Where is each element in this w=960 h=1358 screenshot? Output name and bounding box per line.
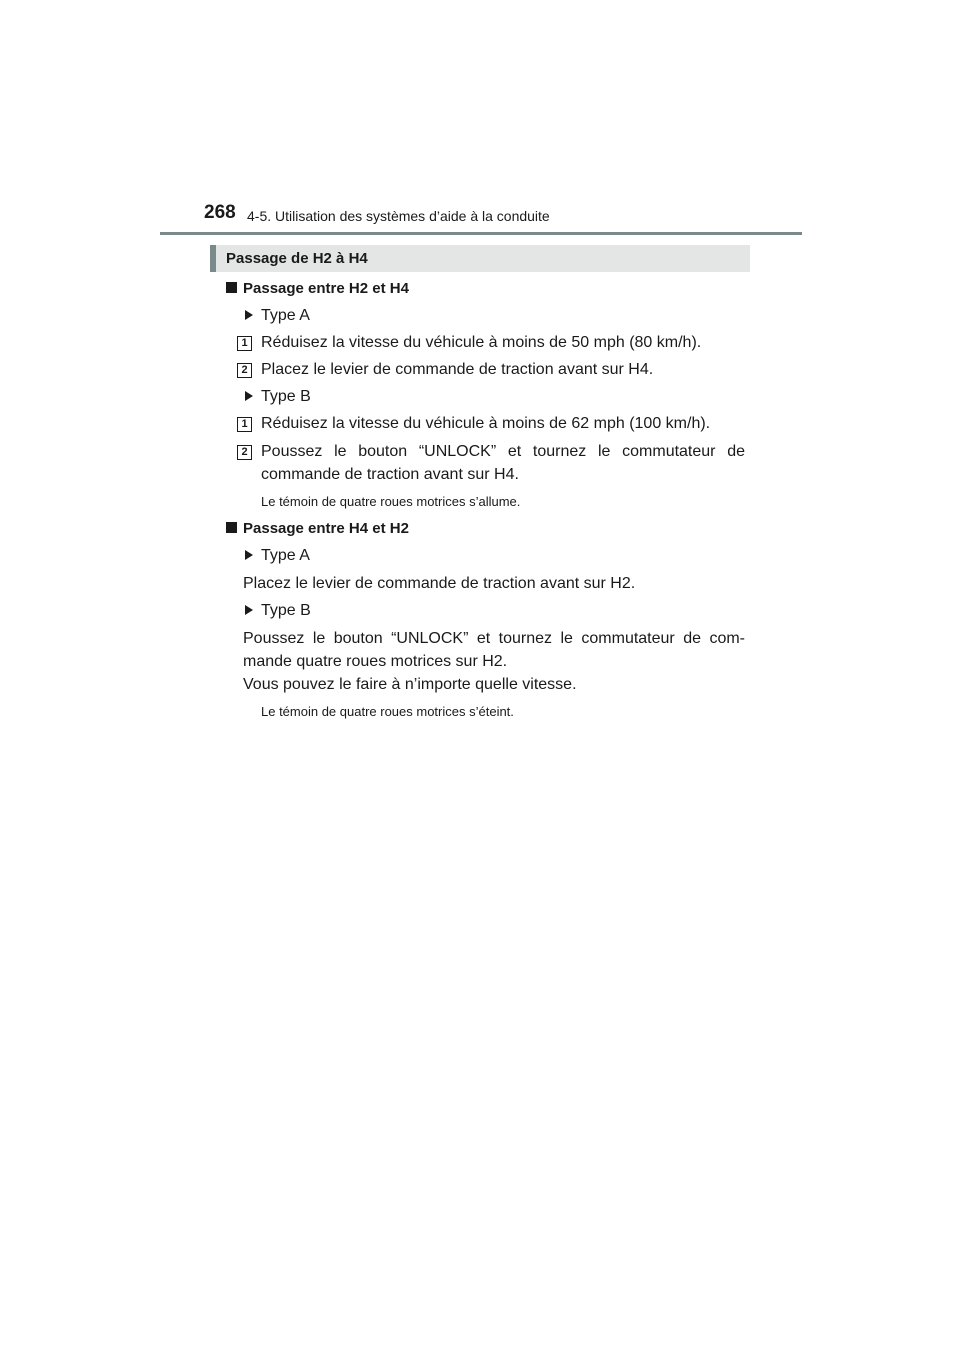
sub-heading-h4-h2 (226, 520, 409, 537)
page-number: 268 (204, 202, 236, 223)
sub-heading-text: Passage entre H2 et H4 (243, 280, 409, 297)
section-title: Passage de H2 à H4 (226, 250, 368, 267)
square-bullet-icon (226, 282, 237, 293)
sub-heading-h2-h4 (226, 280, 409, 297)
type-label-text: Type A (261, 547, 310, 564)
instruction-text: Placez le levier de commande de traction avant sur H2. (243, 575, 636, 592)
triangle-bullet-icon (245, 391, 253, 401)
type-label-text: Type B (261, 602, 311, 619)
step-text: Réduisez la vitesse du véhicule à moins de 50 mph (80 km/h). (261, 334, 702, 351)
square-bullet-icon (226, 522, 237, 533)
triangle-bullet-icon (245, 605, 253, 615)
type-label-text: Type B (261, 388, 311, 405)
type-a-label (245, 547, 310, 565)
type-b-label (245, 602, 311, 620)
note: Le témoin de quatre roues motrices s’allume. (261, 494, 521, 509)
step-badge: 1 (237, 336, 252, 351)
sub-heading-text: Passage entre H4 et H2 (243, 520, 409, 537)
step-text: Poussez le bouton “UNLOCK” et tournez le commutateur de (261, 443, 745, 460)
triangle-bullet-icon (245, 550, 253, 560)
step-text: Réduisez la vitesse du véhicule à moins de 62 mph (100 km/h). (261, 415, 711, 432)
instruction-text-continued: mande quatre roues motrices sur H2. (243, 653, 508, 670)
step-text-continued: commande de traction avant sur H4. (261, 466, 519, 483)
type-label-text: Type A (261, 307, 310, 324)
section-title-bar (210, 245, 750, 272)
note: Le témoin de quatre roues motrices s’éteint. (261, 704, 514, 719)
type-a-label (245, 307, 310, 325)
instruction-text-speed: Vous pouvez le faire à n’importe quelle vitesse. (243, 676, 577, 693)
header-divider (160, 232, 802, 235)
section-path: 4-5. Utilisation des systèmes d’aide à la conduite (247, 208, 550, 224)
step-text: Placez le levier de commande de traction avant sur H4. (261, 361, 654, 378)
step-badge: 2 (237, 445, 252, 460)
step-badge: 2 (237, 363, 252, 378)
type-b-label (245, 388, 311, 406)
step-badge: 1 (237, 417, 252, 432)
triangle-bullet-icon (245, 310, 253, 320)
instruction-text: Poussez le bouton “UNLOCK” et tournez le commutateur de com- (243, 630, 745, 647)
